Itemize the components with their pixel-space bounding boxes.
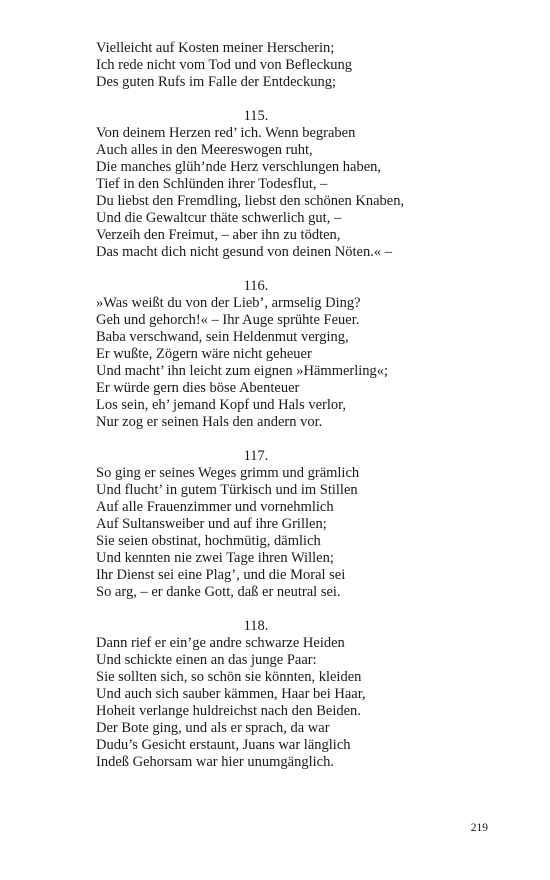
- verse-line: So ging er seines Weges grimm und grämlich: [96, 465, 360, 481]
- verse-line: Von deinem Herzen red’ ich. Wenn begraben: [96, 125, 356, 141]
- verse-line: Dudu’s Gesicht erstaunt, Juans war länglich: [96, 737, 351, 753]
- poem-page: [96, 40, 496, 771]
- verse-line: Dann rief er ein’ge andre schwarze Heiden: [96, 635, 345, 651]
- verse-line: Ich rede nicht vom Tod und von Befleckung: [96, 57, 353, 73]
- stanza-118: [96, 618, 496, 771]
- stanza-number: 116.: [243, 278, 269, 294]
- stanza-number: 117.: [243, 448, 269, 464]
- verse-line: Er wußte, Zögern wäre nicht geheuer: [96, 346, 312, 362]
- stanza-116: [96, 278, 496, 431]
- verse-line: Hoheit verlange huldreichst nach den Beiden.: [96, 703, 361, 719]
- verse-line: »Was weißt du von der Lieb’, armselig Ding?: [96, 295, 361, 311]
- stanza-115: [96, 108, 496, 261]
- verse-line: Verzeih den Freimut, – aber ihn zu tödten,: [96, 227, 341, 243]
- verse-line: Und schickte einen an das junge Paar:: [96, 652, 317, 668]
- verse-line: Und die Gewaltcur thäte schwerlich gut, –: [96, 210, 342, 226]
- verse-line: Er würde gern dies böse Abenteuer: [96, 380, 300, 396]
- verse-line: Des guten Rufs im Falle der Entdeckung;: [96, 74, 337, 90]
- page-number: 219: [470, 822, 488, 834]
- verse-line: So arg, – er danke Gott, daß er neutral sei.: [96, 584, 341, 600]
- stanza-117: [96, 448, 496, 601]
- verse-line: Tief in den Schlünden ihrer Todesflut, –: [96, 176, 328, 192]
- verse-line: Los sein, eh’ jemand Kopf und Hals verlor,: [96, 397, 347, 413]
- verse-line: Und kennten nie zwei Tage ihren Willen;: [96, 550, 334, 566]
- verse-line: Und macht’ ihn leicht zum eignen »Hämmerling«;: [96, 363, 389, 379]
- opening-lines: [96, 40, 496, 91]
- verse-line: Und flucht’ in gutem Türkisch und im Stillen: [96, 482, 358, 498]
- stanza-number: 118.: [243, 618, 269, 634]
- verse-line: Du liebst den Fremdling, liebst den schönen Knaben,: [96, 193, 405, 209]
- verse-line: Auf alle Frauenzimmer und vornehmlich: [96, 499, 334, 515]
- verse-line: Auf Sultansweiber und auf ihre Grillen;: [96, 516, 327, 532]
- verse-line: Sie seien obstinat, hochmütig, dämlich: [96, 533, 321, 549]
- verse-line: Indeß Gehorsam war hier unumgänglich.: [96, 754, 334, 770]
- verse-line: Und auch sich sauber kämmen, Haar bei Haar,: [96, 686, 366, 702]
- verse-line: Vielleicht auf Kosten meiner Herscherin;: [96, 40, 335, 56]
- verse-line: Geh und gehorch!« – Ihr Auge sprühte Feuer.: [96, 312, 360, 328]
- stanza-number: 115.: [243, 108, 269, 124]
- verse-line: Auch alles in den Meereswogen ruht,: [96, 142, 313, 158]
- verse-line: Die manches glüh’nde Herz verschlungen haben,: [96, 159, 382, 175]
- verse-line: Das macht dich nicht gesund von deinen Nöten.« –: [96, 244, 392, 260]
- verse-line: Nur zog er seinen Hals den andern vor.: [96, 414, 323, 430]
- verse-line: Sie sollten sich, so schön sie könnten, kleiden: [96, 669, 362, 685]
- verse-line: Baba verschwand, sein Heldenmut verging,: [96, 329, 349, 345]
- verse-line: Ihr Dienst sei eine Plag’, und die Moral sei: [96, 567, 346, 583]
- verse-line: Der Bote ging, und als er sprach, da war: [96, 720, 330, 736]
